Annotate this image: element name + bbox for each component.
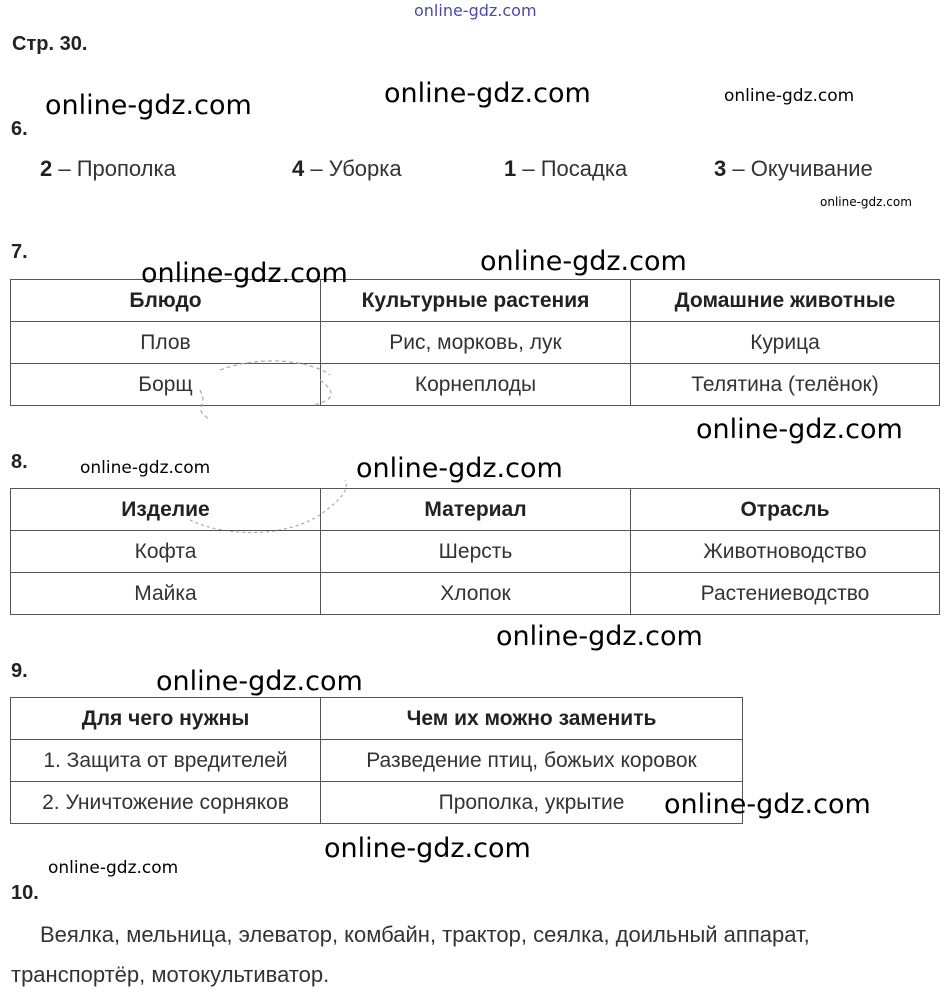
watermark: online-gdz.com <box>820 195 912 209</box>
watermark: online-gdz.com <box>696 414 903 445</box>
task6-number: 6. <box>11 118 28 140</box>
table-cell: 1. Защита от вредителей <box>11 740 321 782</box>
task6-item-1-text: – Прополка <box>52 156 176 181</box>
table-header-cell: Чем их можно заменить <box>321 698 743 740</box>
table-header-row <box>11 698 743 740</box>
task7-table <box>10 279 940 406</box>
task6-item-4-text: – Окучивание <box>726 156 873 181</box>
watermark: online-gdz.com <box>156 666 363 697</box>
watermark: online-gdz.com <box>496 621 703 652</box>
task6-item-3-num: 1 <box>504 156 517 181</box>
watermark-top: online-gdz.com <box>414 1 537 20</box>
watermark: online-gdz.com <box>80 458 211 478</box>
task6-item-4 <box>714 156 873 182</box>
table-row <box>11 364 940 406</box>
task9-number: 9. <box>11 660 28 682</box>
table-cell: Кофта <box>11 531 321 573</box>
task6-item-3-text: – Посадка <box>516 156 628 181</box>
table-header-cell: Изделие <box>11 489 321 531</box>
table-row <box>11 322 940 364</box>
table-row <box>11 782 743 824</box>
task6-item-1 <box>40 156 176 182</box>
table-cell: Растениеводство <box>631 573 940 615</box>
table-cell: 2. Уничтожение сорняков <box>11 782 321 824</box>
table-cell: Курица <box>631 322 940 364</box>
table-cell: Животноводство <box>631 531 940 573</box>
task8-number: 8. <box>11 451 28 473</box>
table-header-cell: Блюдо <box>11 280 321 322</box>
table-row <box>11 740 743 782</box>
task7-number: 7. <box>11 241 28 263</box>
task9-table <box>10 697 743 824</box>
task10-line-1: Веялка, мельница, элеватор, комбайн, трактор, сеялка, доильный аппарат, <box>40 922 810 947</box>
watermark: online-gdz.com <box>664 789 871 820</box>
watermark: online-gdz.com <box>356 453 563 484</box>
task6-item-2 <box>292 156 402 182</box>
table-header-cell: Отрасль <box>631 489 940 531</box>
task8-table <box>10 488 940 615</box>
task6-item-2-text: – Уборка <box>304 156 402 181</box>
table-row <box>11 573 940 615</box>
task6-item-2-num: 4 <box>292 156 305 181</box>
table-cell: Корнеплоды <box>321 364 631 406</box>
table-cell: Шерсть <box>321 531 631 573</box>
table-cell: Борщ <box>11 364 321 406</box>
table-cell: Плов <box>11 322 321 364</box>
table-header-cell: Для чего нужны <box>11 698 321 740</box>
table-cell: Хлопок <box>321 573 631 615</box>
watermark: online-gdz.com <box>384 78 591 109</box>
table-header-cell: Материал <box>321 489 631 531</box>
watermark: online-gdz.com <box>724 86 855 106</box>
table-cell: Телятина (телёнок) <box>631 364 940 406</box>
watermark: online-gdz.com <box>45 90 252 121</box>
task6-item-4-num: 3 <box>714 156 727 181</box>
table-cell: Прополка, укрытие <box>321 782 743 824</box>
table-header-cell: Культурные растения <box>321 280 631 322</box>
table-cell: Разведение птиц, божьих коровок <box>321 740 743 782</box>
watermark: online-gdz.com <box>480 246 687 277</box>
page-label: Стр. 30. <box>12 33 88 55</box>
watermark: online-gdz.com <box>324 833 531 864</box>
table-cell: Майка <box>11 573 321 615</box>
task10-line-2: транспортёр, мотокультиватор. <box>11 962 330 987</box>
watermark: online-gdz.com <box>48 858 179 878</box>
watermark: online-gdz.com <box>141 258 348 289</box>
task10-number: 10. <box>11 882 39 904</box>
table-row <box>11 531 940 573</box>
task6-item-1-num: 2 <box>40 156 53 181</box>
table-header-row <box>11 489 940 531</box>
table-header-cell: Домашние животные <box>631 280 940 322</box>
task6-item-3 <box>504 156 627 182</box>
table-cell: Рис, морковь, лук <box>321 322 631 364</box>
